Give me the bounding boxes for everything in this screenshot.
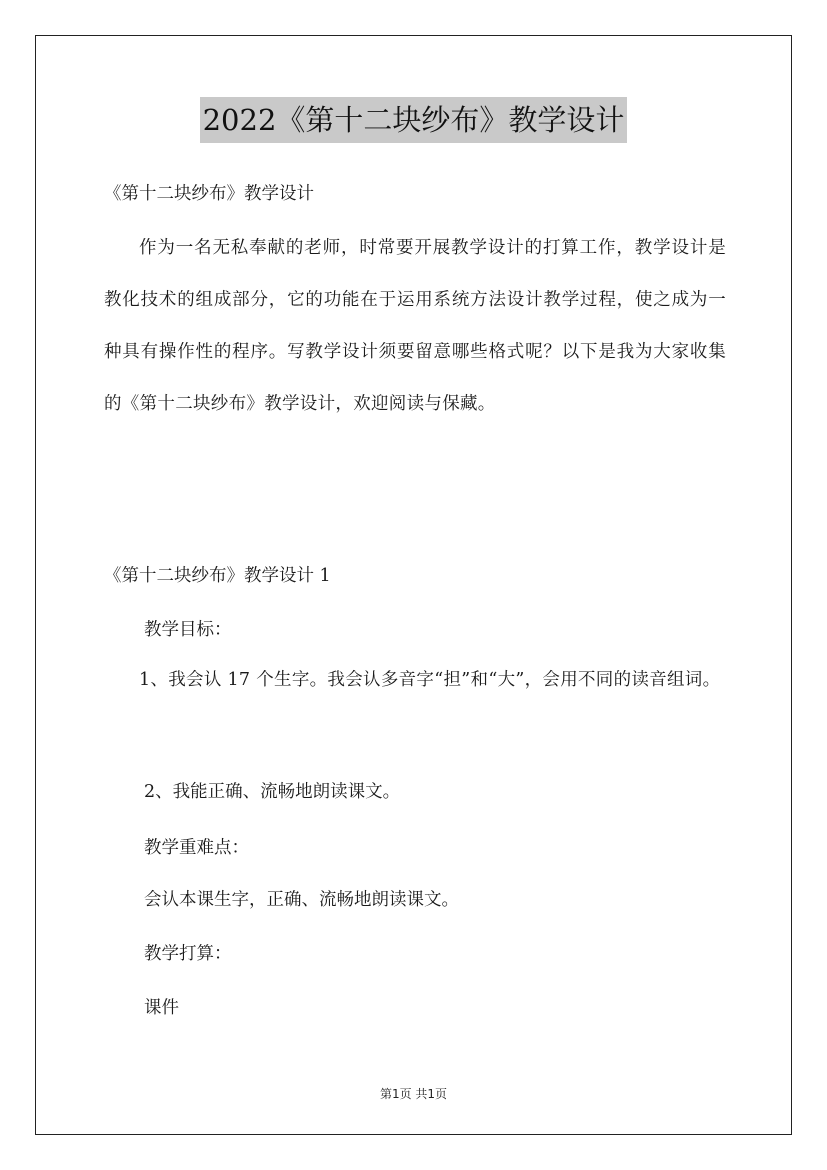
section-heading: 《第十二块纱布》教学设计 1: [104, 566, 331, 586]
difficulty-label: 教学重难点：: [144, 838, 249, 858]
prep-label: 教学打算：: [144, 944, 232, 964]
title-container: [0, 97, 827, 143]
goal-item-2: 2、我能正确、流畅地朗读课文。: [144, 782, 401, 802]
difficulty-text: 会认本课生字，正确、流畅地朗读课文。: [144, 890, 459, 910]
prep-text: 课件: [144, 998, 179, 1018]
goals-label: 教学目标：: [144, 620, 232, 640]
document-subtitle: 《第十二块纱布》教学设计: [104, 184, 314, 204]
goal-item-1: 1、我会认 17 个生字。我会认多音字“担”和“大”，会用不同的读音组词。: [139, 670, 721, 690]
page-footer: 第1页 共1页: [379, 1087, 448, 1101]
intro-paragraph: 作为一名无私奉献的老师，时常要开展教学设计的打算工作，教学设计是教化技术的组成部分，它的功能在于运用系统方法设计教学过程，使之成为一种具有操作性的程序。写教学设计须要留意哪些格式呢？以下是我为大家收集的《第十二块纱布》教学设计，欢迎阅读与保藏。: [104, 238, 726, 414]
document-title: 2022《第十二块纱布》教学设计: [200, 97, 628, 143]
